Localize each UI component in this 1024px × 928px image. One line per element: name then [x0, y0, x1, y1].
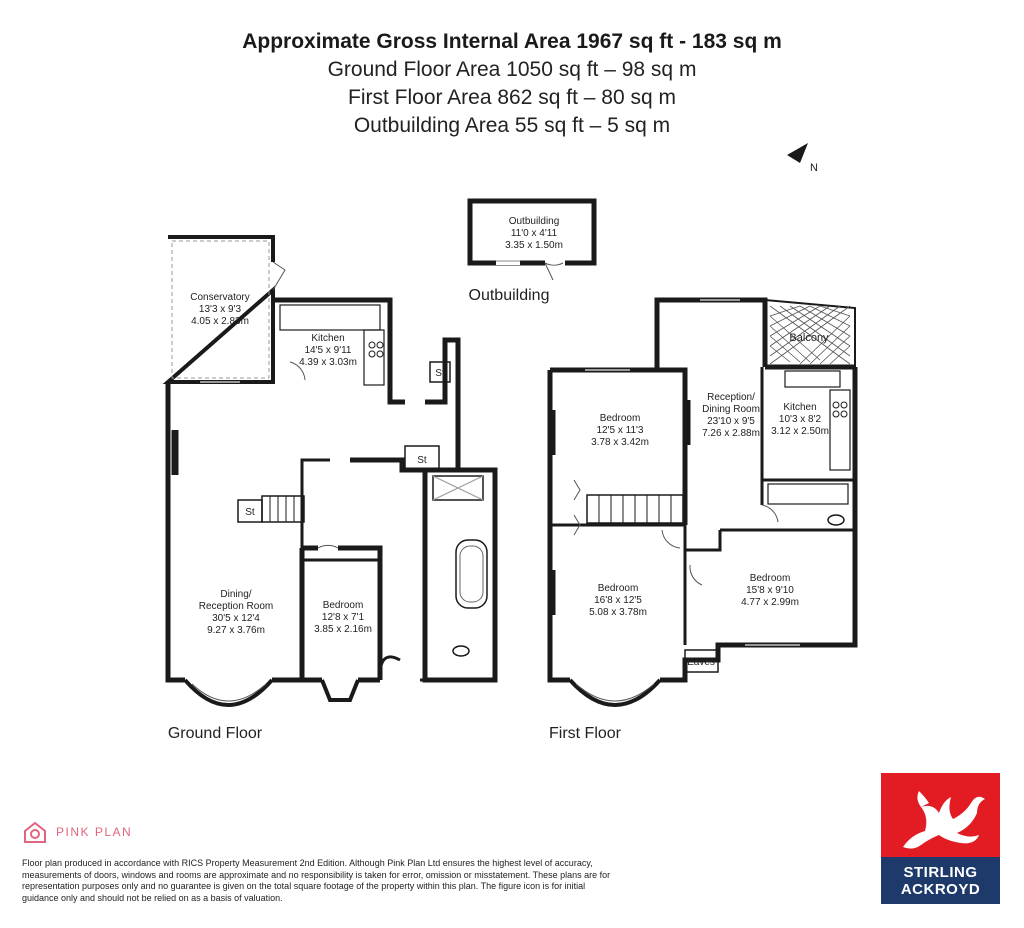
gf-bedroom-name: Bedroom	[322, 600, 364, 611]
gf-conservatory-imperial: 13'3 x 9'3	[198, 304, 242, 315]
first-floor-caption: First Floor	[549, 725, 621, 742]
gf-kitchen-name: Kitchen	[311, 333, 345, 344]
ff-kitchen-name: Kitchen	[783, 402, 817, 413]
ff-reception-name-2: Dining Room	[702, 404, 760, 415]
ff-bedroom1-name: Bedroom	[599, 413, 641, 424]
gf-kitchen-imperial: 14'5 x 9'11	[304, 345, 352, 356]
gf-kitchen-metric: 4.39 x 3.03m	[299, 357, 357, 368]
ground-floor-caption: Ground Floor	[167, 725, 263, 742]
gf-bedroom-metric: 3.85 x 2.16m	[314, 624, 372, 635]
compass-label: N	[810, 162, 818, 174]
outbuilding-dim-metric: 3.35 x 1.50m	[505, 240, 563, 251]
ff-reception-imperial: 23'10 x 9'5	[707, 416, 755, 427]
house-logo-icon	[22, 819, 48, 845]
ff-bedroom2-name: Bedroom	[597, 583, 639, 594]
outbuilding-area: Outbuilding Area 55 sq ft – 5 sq m	[353, 114, 671, 137]
logo-line-1: STIRLING	[903, 864, 978, 881]
ff-bedroom3-imperial: 15'8 x 9'10	[746, 585, 794, 596]
compass-icon	[787, 143, 818, 174]
ff-kitchen-metric: 3.12 x 2.50m	[771, 426, 829, 437]
ff-bedroom3-metric: 4.77 x 2.99m	[741, 597, 799, 608]
ff-bedroom3-name: Bedroom	[749, 573, 791, 584]
outbuilding-name: Outbuilding	[508, 216, 560, 227]
gf-dining-name-1: Dining/	[220, 589, 252, 600]
logo-red-panel	[881, 773, 1000, 857]
ff-bedroom1-imperial: 12'5 x 11'3	[596, 425, 644, 436]
gf-bedroom-imperial: 12'8 x 7'1	[321, 612, 365, 623]
pink-plan-label: PINK PLAN	[56, 825, 133, 839]
ff-bedroom1-metric: 3.78 x 3.42m	[591, 437, 649, 448]
ff-kitchen-imperial: 10'3 x 8'2	[778, 414, 822, 425]
stirling-ackroyd-logo	[881, 773, 1000, 904]
logo-line-2: ACKROYD	[900, 881, 981, 898]
gf-conservatory-metric: 4.05 x 2.83m	[191, 316, 249, 327]
gf-dining-metric: 9.27 x 3.76m	[207, 625, 265, 636]
pink-plan-brand	[22, 818, 132, 846]
outbuilding-dim-imperial: 11'0 x 4'11	[510, 228, 558, 239]
gf-conservatory-name: Conservatory	[190, 292, 250, 303]
gf-storage-label: St	[417, 455, 427, 466]
gross-area-title: Approximate Gross Internal Area 1967 sq ft - 183 sq m	[242, 30, 782, 53]
disclaimer-text: Floor plan produced in accordance with RICS Property Measurement 2nd Edition. Although Pink Plan Ltd ensures the highest level of accuracy, measurements of doors, windows and rooms are approximate and no responsibility is taken for error, omission or misstatement. These plans are for representation purposes only and no guarantee is given on the total square footage of the property within this plan. The figure icon is for initial guidance only and should not be relied on as a basis of valuation.	[22, 858, 611, 903]
ff-reception-name-1: Reception/	[707, 392, 755, 403]
ff-bedroom2-imperial: 16'8 x 12'5	[594, 595, 642, 606]
ff-balcony-name: Balcony	[789, 332, 829, 344]
first-floor-area: First Floor Area 862 sq ft – 80 sq m	[348, 86, 676, 109]
ff-eaves-name: Eaves	[687, 657, 715, 668]
ff-bedroom2-metric: 5.08 x 3.78m	[589, 607, 647, 618]
gf-storage-label: St	[435, 368, 445, 379]
ground-floor-area: Ground Floor Area 1050 sq ft – 98 sq m	[327, 58, 697, 81]
logo-text	[881, 864, 1000, 898]
ff-reception-metric: 7.26 x 2.88m	[702, 428, 760, 439]
first-floor-plan	[550, 300, 855, 705]
gf-storage-label: St	[245, 507, 255, 518]
outbuilding-plan	[469, 201, 594, 304]
gf-dining-imperial: 30'5 x 12'4	[212, 613, 260, 624]
gf-dining-name-2: Reception Room	[198, 601, 274, 612]
griffin-icon	[881, 773, 1000, 857]
outbuilding-caption: Outbuilding	[468, 287, 550, 304]
